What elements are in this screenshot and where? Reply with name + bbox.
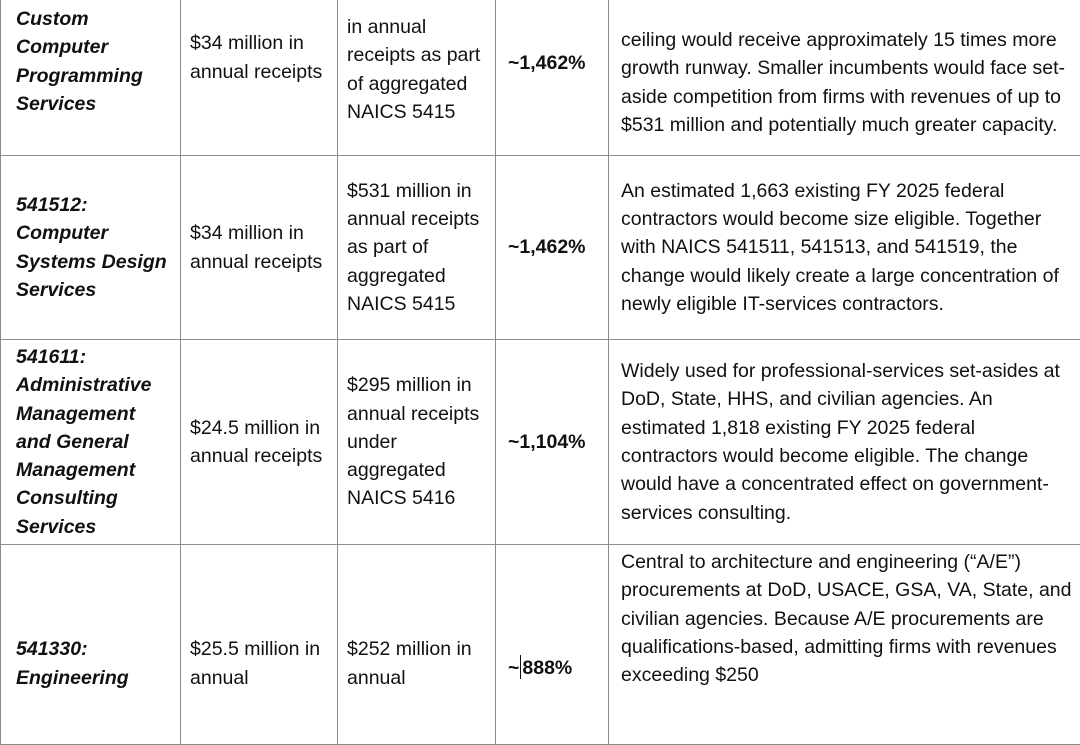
proposed-size-cell	[338, 0, 496, 156]
table-row	[1, 156, 1080, 340]
naics-code-cell	[1, 156, 181, 340]
proposed-size-value: $252 million in annual	[347, 635, 488, 692]
proposed-size-value: $531 million in annual receipts as part of aggregated NAICS 5415	[347, 177, 488, 318]
proposed-size-value: in annual receipts as part of aggregated NAICS 5415	[347, 13, 488, 126]
table-row	[1, 545, 1080, 745]
percent-change-prefix: ~	[508, 657, 519, 679]
impact-text: Widely used for professional-services set-asides at DoD, State, HHS, and civilian agencies. An estimated 1,818 existing FY 2025 federal contractors would become eligible. The change would have a concentrated effect on government-services consulting.	[621, 357, 1072, 527]
current-size-value: $34 million in annual receipts	[190, 29, 330, 86]
percent-change-value: ~1,462%	[508, 233, 604, 261]
current-size-value: $24.5 million in annual receipts	[190, 414, 330, 471]
percent-change-value: ~1,462%	[508, 49, 604, 77]
current-size-value: $25.5 million in annual	[190, 635, 330, 692]
naics-code-cell	[1, 545, 181, 745]
impact-cell	[609, 545, 1080, 745]
table-row	[1, 340, 1080, 545]
impact-cell	[609, 340, 1080, 545]
impact-text: An estimated 1,663 existing FY 2025 federal contractors would become size eligible. Together with NAICS 541511, 541513, and 541519, the change would likely create a large concentration of newly eligible IT-services contractors.	[621, 177, 1072, 318]
percent-change-value	[508, 654, 604, 682]
proposed-size-cell	[338, 545, 496, 745]
impact-cell	[609, 156, 1080, 340]
proposed-size-value: $295 million in annual receipts under aggregated NAICS 5416	[347, 371, 488, 512]
proposed-size-cell	[338, 156, 496, 340]
percent-change-cell	[496, 156, 609, 340]
naics-code-label: 541512: Computer Systems Design Services	[16, 191, 174, 304]
current-size-cell	[181, 545, 338, 745]
percent-change-value: ~1,104%	[508, 428, 604, 456]
proposed-size-cell	[338, 340, 496, 545]
percent-change-suffix: 888%	[522, 657, 572, 679]
naics-code-label: 541611: Administrative Management and General Management Consulting Services	[16, 343, 174, 541]
percent-change-cell	[496, 545, 609, 745]
impact-text: Central to architecture and engineering (“A/E”) procurements at DoD, USACE, GSA, VA, State, and civilian agencies. Because A/E procurements are qualifications-based, admitting firms with revenues exceeding $250	[621, 548, 1072, 689]
current-size-value: $34 million in annual receipts	[190, 219, 330, 276]
naics-code-cell	[1, 340, 181, 545]
current-size-cell	[181, 0, 338, 156]
percent-change-cell	[496, 0, 609, 156]
naics-code-cell	[1, 0, 181, 156]
impact-cell	[609, 0, 1080, 156]
naics-code-label: Custom Computer Programming Services	[16, 5, 174, 118]
impact-text: ceiling would receive approximately 15 times more growth runway. Smaller incumbents would face set-aside competition from firms with revenues of up to $531 million and potentially much greater capacity.	[621, 26, 1072, 139]
table-row	[1, 0, 1080, 156]
naics-code-label: 541330: Engineering	[16, 635, 174, 692]
percent-change-cell	[496, 340, 609, 545]
current-size-cell	[181, 340, 338, 545]
current-size-cell	[181, 156, 338, 340]
